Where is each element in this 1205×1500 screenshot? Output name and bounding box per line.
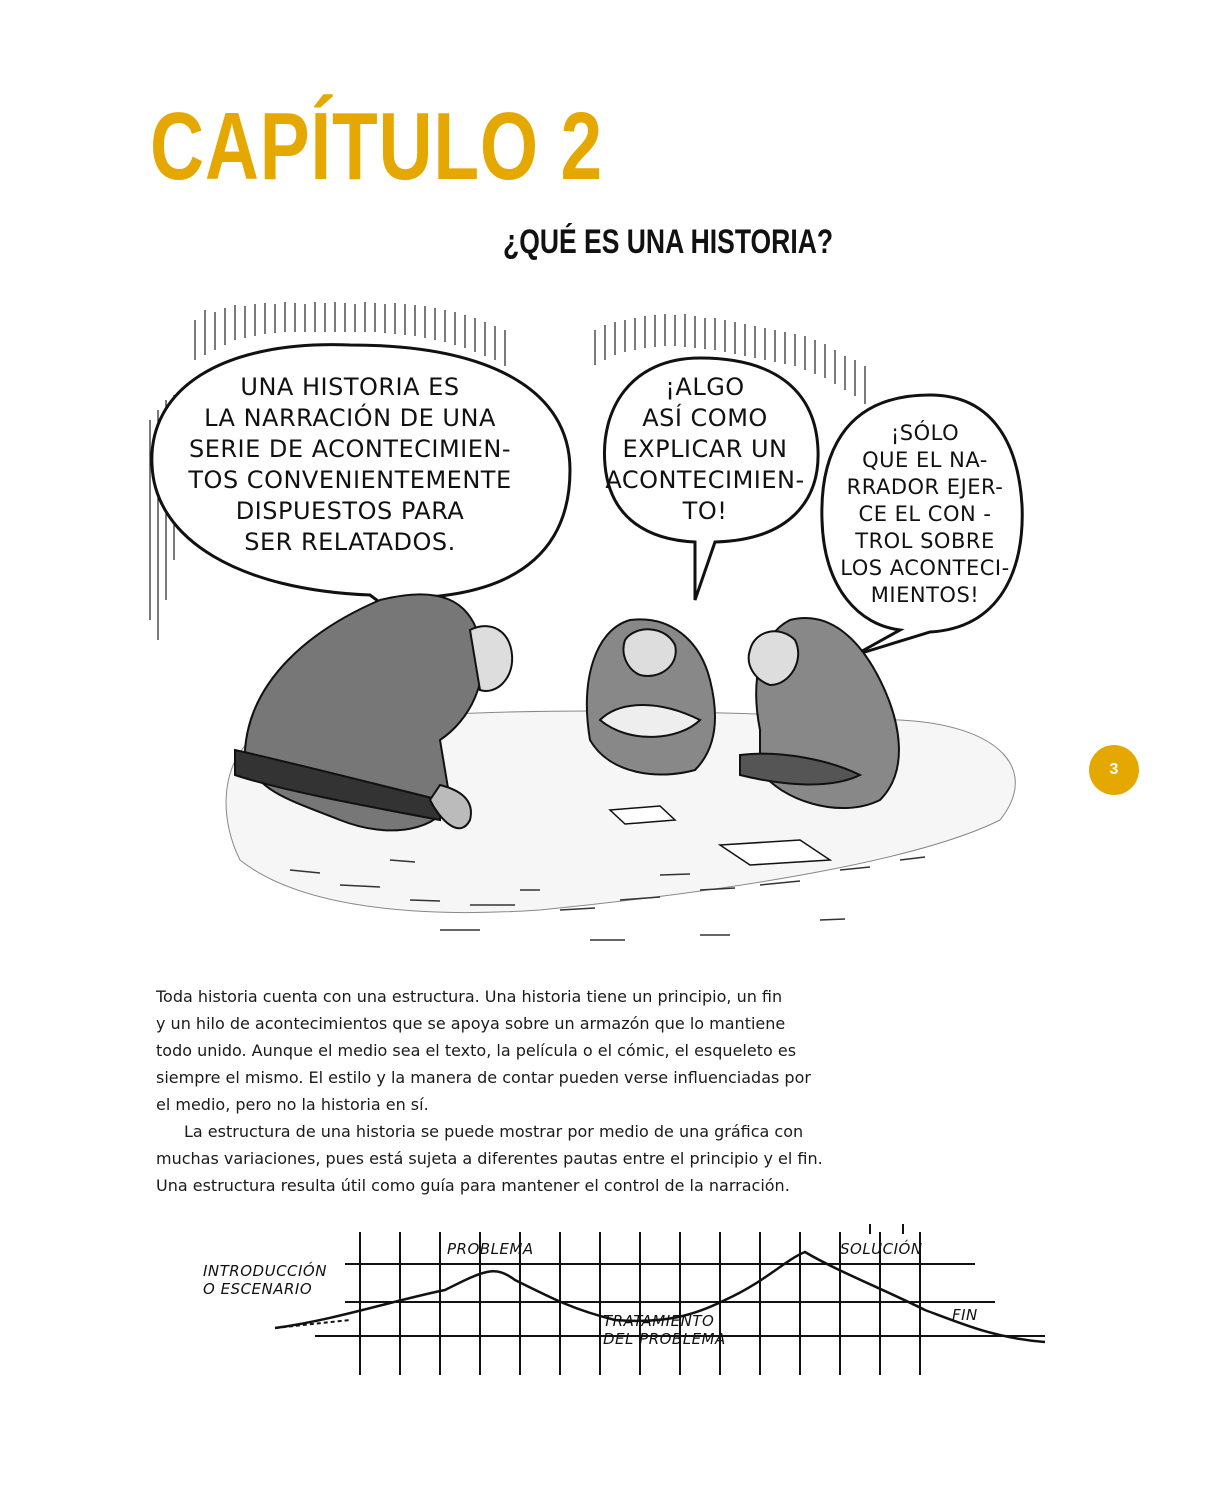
label-line: DEL PROBLEMA: [603, 1330, 726, 1348]
bubble-line: CE EL CON -: [858, 502, 992, 526]
bubble-line: ¡SÓLO: [890, 421, 960, 445]
label-solution: SOLUCIÓN: [840, 1240, 923, 1258]
speech-bubble-3-text: [835, 420, 1015, 609]
label-line: O ESCENARIO: [203, 1280, 313, 1298]
label-line: TRATAMIENTO: [603, 1312, 715, 1330]
text-line: siempre el mismo. El estilo y la manera de contar pueden verse influenciadas por: [156, 1068, 811, 1087]
story-structure-graph: [195, 1220, 1055, 1385]
bubble-line: MIENTOS!: [870, 583, 980, 607]
bubble-line: LA NARRACIÓN DE UNA: [204, 404, 496, 432]
bubble-line: EXPLICAR UN: [622, 435, 788, 463]
label-introduction: [203, 1262, 327, 1298]
bubble-line: UNA HISTORIA ES: [240, 373, 460, 401]
graph-grid: [315, 1224, 1045, 1375]
text-line: Una estructura resulta útil como guía para mantener el control de la narración.: [156, 1176, 790, 1195]
text-line: muchas variaciones, pues está sujeta a diferentes pautas entre el principio y el fin.: [156, 1149, 823, 1168]
bubble-line: ASÍ COMO: [642, 404, 768, 432]
page-number-badge: 3: [1089, 745, 1139, 795]
label-treatment: [603, 1312, 726, 1348]
bubble-line: ACONTECIMIEN-: [605, 466, 805, 494]
bubble-line: SER RELATADOS.: [244, 528, 456, 556]
bubble-line: DISPUESTOS PARA: [235, 497, 465, 525]
body-text: [156, 983, 856, 1199]
paragraph-2: [156, 1118, 856, 1199]
bubble-line: RRADOR EJER-: [846, 475, 1004, 499]
text-line: y un hilo de acontecimientos que se apoya sobre un armazón que lo mantiene: [156, 1014, 786, 1033]
bubble-line: ¡ALGO: [665, 373, 745, 401]
bubble-line: TROL SOBRE: [855, 529, 995, 553]
bubble-line: LOS ACONTECI-: [840, 556, 1010, 580]
text-line: todo unido. Aunque el medio sea el texto, la película o el cómic, el esqueleto es: [156, 1041, 797, 1060]
label-end: FIN: [952, 1306, 978, 1324]
graph-drawing: [195, 1220, 1055, 1380]
speech-bubble-2-text: [600, 372, 810, 527]
text-line: Toda historia cuenta con una estructura. Una historia tiene un principio, un fin: [156, 987, 783, 1006]
caveman-middle: [587, 619, 715, 774]
bubble-line: QUE EL NA-: [862, 448, 988, 472]
text-line: La estructura de una historia se puede mostrar por medio de una gráfica con: [184, 1122, 804, 1141]
bubble-line: TOS CONVENIENTEMENTE: [188, 466, 512, 494]
paragraph-1: [156, 983, 856, 1118]
speech-bubble-1-text: [160, 372, 540, 558]
bubble-line: TO!: [682, 497, 728, 525]
chapter-subtitle: ¿QUÉ ES UNA HISTORIA?: [503, 223, 834, 261]
label-line: INTRODUCCIÓN: [203, 1262, 327, 1280]
bubble-line: SERIE DE ACONTECIMIEN-: [188, 435, 512, 463]
chapter-title: CAPÍTULO 2: [150, 93, 603, 200]
label-problem: PROBLEMA: [447, 1240, 534, 1258]
text-line: el medio, pero no la historia en sí.: [156, 1095, 429, 1114]
